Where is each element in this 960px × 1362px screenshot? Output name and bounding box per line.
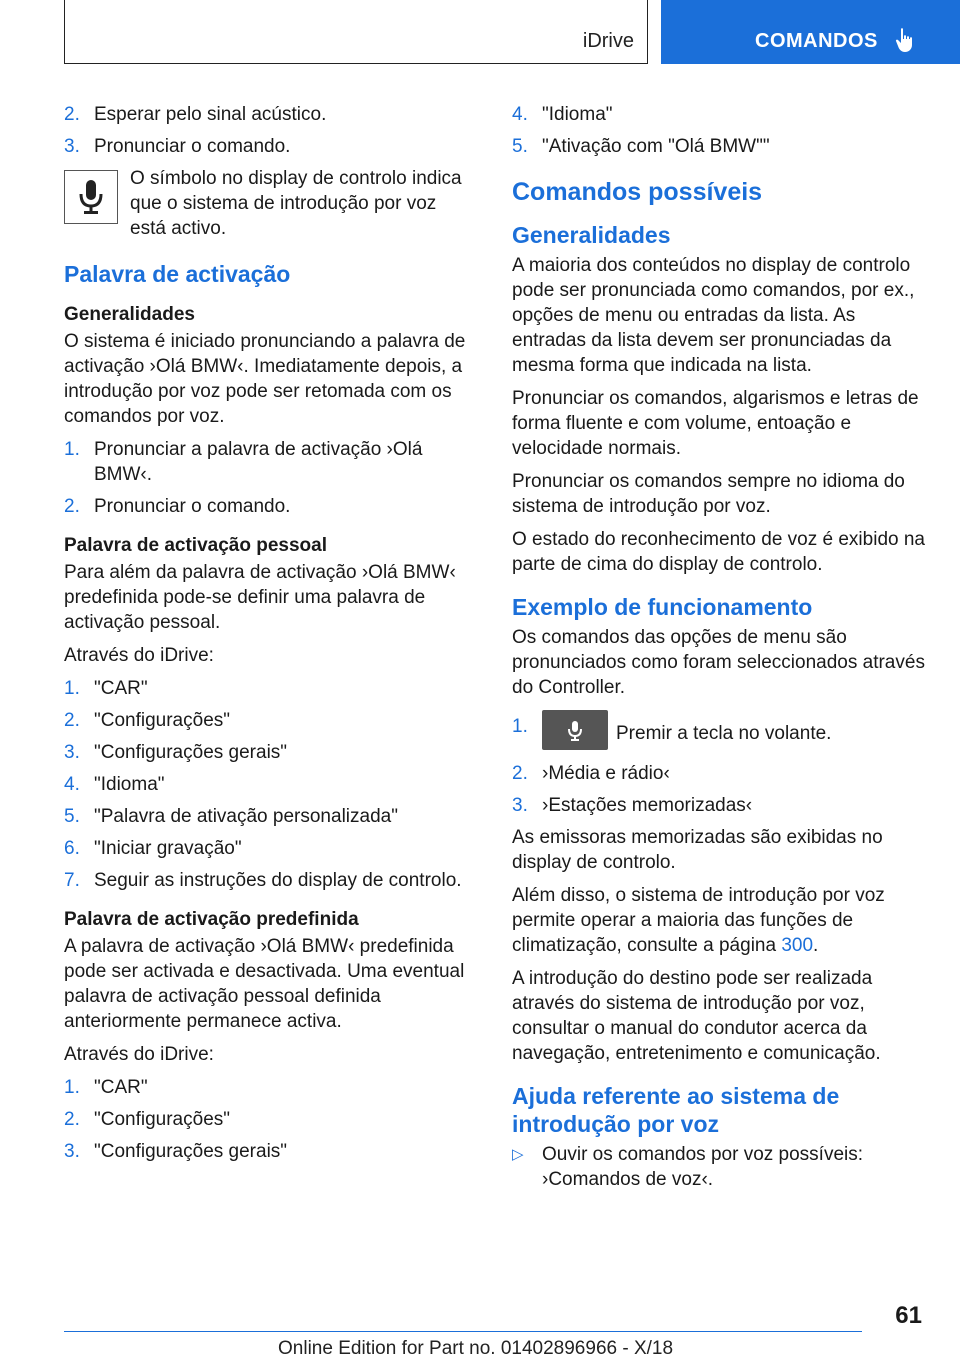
microphone-icon bbox=[567, 720, 583, 742]
heading-help: Ajuda referente ao sistema de introdução por voz bbox=[512, 1083, 840, 1137]
paragraph: Pronunciar os comandos sempre no idioma do sistema de introdução por voz. bbox=[512, 471, 905, 517]
list-item: 4. "Idioma" bbox=[512, 104, 613, 125]
paragraph: Além disso, o sistema de introdução por voz permite operar a maioria das funções de climatização, consulte a página 300. bbox=[512, 885, 885, 956]
left-column bbox=[64, 102, 474, 1171]
list-item: 3. "Configurações gerais" bbox=[64, 1141, 288, 1162]
header-chapter-title: COMANDOS bbox=[755, 30, 878, 52]
steps-list-e bbox=[512, 102, 932, 159]
bullet-list bbox=[512, 1142, 932, 1192]
heading-generalidades: Generalidades bbox=[64, 304, 195, 325]
steps-list-c bbox=[64, 676, 474, 893]
list-item: 2. "Configurações" bbox=[64, 1109, 231, 1130]
footer-edition: Online Edition for Part no. 01402896966 - X/18 bbox=[278, 1338, 674, 1359]
voice-active-note bbox=[64, 166, 474, 244]
list-item: 5. "Palavra de ativação personalizada" bbox=[64, 806, 398, 827]
list-item: 2. Esperar pelo sinal acústico. bbox=[64, 104, 327, 125]
voice-symbol-box bbox=[64, 170, 118, 224]
paragraph: Os comandos das opções de menu são pronunciados como foram seleccionados através do Controller. bbox=[512, 627, 925, 698]
page-link[interactable]: 300 bbox=[781, 935, 814, 956]
footer-divider bbox=[64, 1331, 862, 1332]
paragraph: Através do iDrive: bbox=[64, 645, 214, 666]
list-item: 1. Pronunciar a palavra de activação ›Olá BMW‹. bbox=[64, 439, 423, 485]
header-section-title: iDrive bbox=[582, 30, 634, 52]
steps-list-d bbox=[64, 1075, 474, 1164]
paragraph: A maioria dos conteúdos no display de controlo pode ser pronunciada como comandos, por ex., opções de menu ou entradas da lista. As entradas da lista devem ser pronunciadas da mesma forma que indicada na lista. bbox=[512, 255, 915, 376]
heading-example: Exemplo de funcionamento bbox=[512, 594, 813, 620]
list-item: 3. Pronunciar o comando. bbox=[64, 136, 291, 157]
list-item: 3. "Configurações gerais" bbox=[64, 742, 288, 763]
list-item: 5. "Ativação com "Olá BMW"" bbox=[512, 136, 770, 157]
note-text: O símbolo no display de controlo indica que o sistema de introdução por voz está activo. bbox=[130, 168, 462, 239]
list-item: 2. "Configurações" bbox=[64, 710, 231, 731]
list-item: 1. "CAR" bbox=[64, 1077, 148, 1098]
right-column bbox=[512, 102, 932, 1192]
heading-activation: Palavra de activação bbox=[64, 261, 291, 287]
heading-personal: Palavra de activação pessoal bbox=[64, 535, 327, 556]
list-item: 3. ›Estações memorizadas‹ bbox=[512, 795, 753, 816]
paragraph: As emissoras memorizadas são exibidas no display de controlo. bbox=[512, 827, 883, 873]
header-chapter-tab bbox=[661, 0, 960, 64]
paragraph: Para além da palavra de activação ›Olá BMW‹ predefinida pode-se definir uma palavra de activação pessoal. bbox=[64, 562, 456, 633]
steps-list-f bbox=[512, 714, 932, 818]
paragraph: Pronunciar os comandos, algarismos e letras de forma fluente e com volume, entoação e velocidade normais. bbox=[512, 388, 919, 459]
list-item: 2. Pronunciar o comando. bbox=[64, 496, 291, 517]
header-section-box bbox=[64, 0, 648, 64]
steps-list-a bbox=[64, 102, 474, 159]
steering-wheel-voice-button bbox=[542, 710, 608, 750]
list-item: 1. "CAR" bbox=[64, 678, 148, 699]
triangle-bullet-icon: ▷ bbox=[512, 1146, 524, 1163]
paragraph: O estado do reconhecimento de voz é exibido na parte de cima do display de controlo. bbox=[512, 529, 925, 575]
hand-pointer-icon bbox=[895, 27, 917, 58]
paragraph: Através do iDrive: bbox=[64, 1044, 214, 1065]
list-item: 6. "Iniciar gravação" bbox=[64, 838, 242, 859]
list-item: 7. Seguir as instruções do display de controlo. bbox=[64, 870, 462, 891]
steps-list-b bbox=[64, 437, 474, 519]
heading-commands: Comandos possíveis bbox=[512, 178, 763, 206]
list-item: 2. ›Média e rádio‹ bbox=[512, 763, 670, 784]
paragraph: A introdução do destino pode ser realizada através do sistema de introdução por voz, consultar o manual do condutor acerca da navegação, entretenimento e comunicação. bbox=[512, 968, 881, 1064]
paragraph: A palavra de activação ›Olá BMW‹ predefinida pode ser activada e desactivada. Uma eventual palavra de activação pessoal definida anteriormente permanece activa. bbox=[64, 936, 465, 1032]
list-item: 4. "Idioma" bbox=[64, 774, 165, 795]
list-item: ▷ Ouvir os comandos por voz possíveis: ›Comandos de voz‹. bbox=[512, 1144, 864, 1190]
microphone-icon bbox=[74, 177, 108, 217]
heading-predef: Palavra de activação predefinida bbox=[64, 909, 359, 930]
list-item: 1. Premir a tecla no volante. bbox=[512, 714, 932, 754]
page-number: 61 bbox=[895, 1302, 922, 1329]
heading-generalidades-2: Generalidades bbox=[512, 222, 671, 248]
paragraph: O sistema é iniciado pronunciando a palavra de activação ›Olá BMW‹. Imediatamente depois, a introdução por voz pode ser retomada com os comandos por voz. bbox=[64, 331, 466, 427]
